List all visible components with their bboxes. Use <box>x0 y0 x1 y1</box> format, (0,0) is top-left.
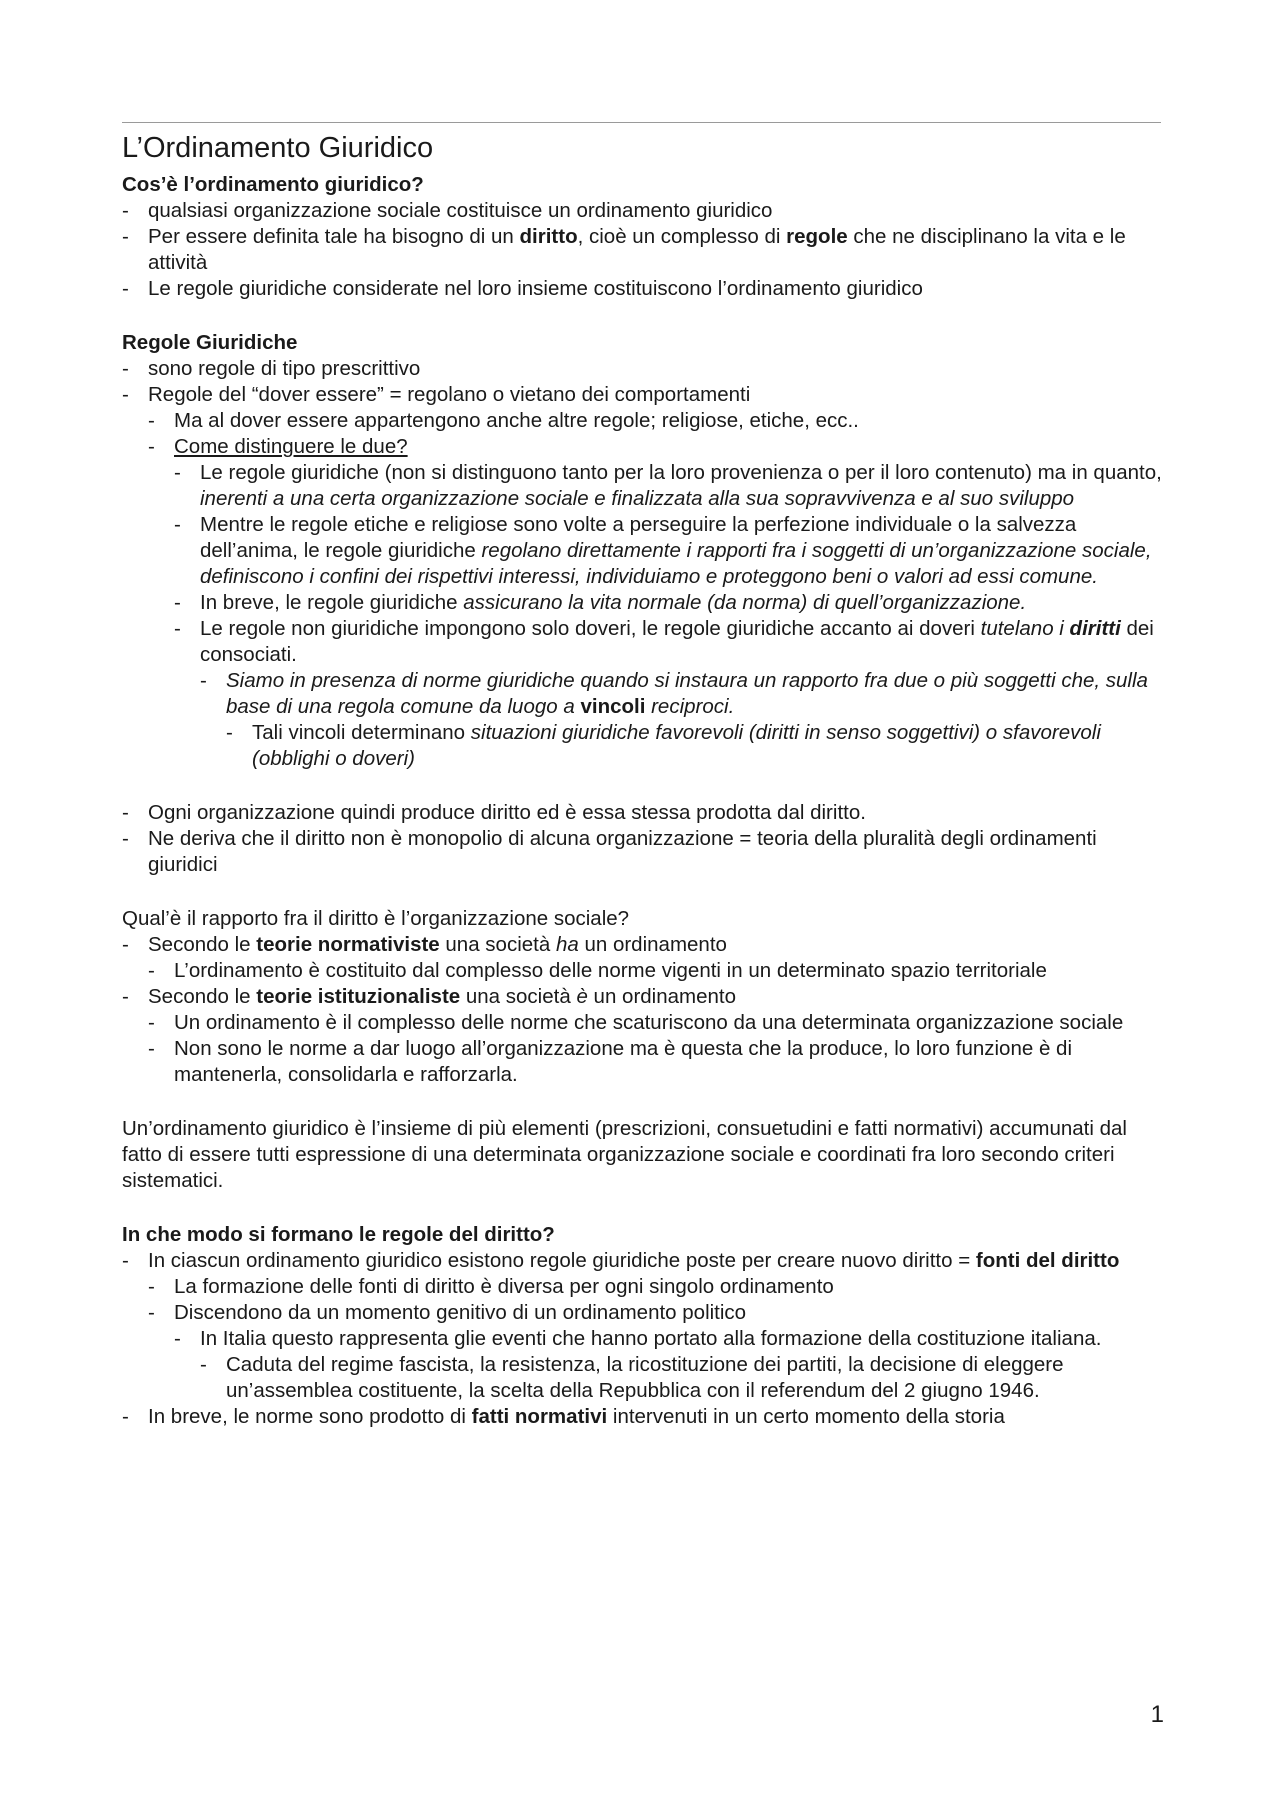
bullet-dash-icon: - <box>122 801 129 824</box>
text-run: Per essere definita tale ha bisogno di un <box>148 225 520 248</box>
text-run: inerenti a una certa organizzazione sociale e finalizzata alla sua sopravvivenza e al suo sviluppo <box>200 487 1075 510</box>
bullet-dash-icon: - <box>200 669 207 692</box>
text-run: che ne disciplinano la vita e le attività <box>148 225 1126 274</box>
list-item <box>122 1404 1162 1430</box>
text-run: qualsiasi organizzazione sociale costituisce un ordinamento giuridico <box>148 199 773 222</box>
text-run: un ordinamento <box>587 985 736 1008</box>
text-run: diritti <box>1069 617 1121 640</box>
text-run: La formazione delle fonti di diritto è diversa per ogni singolo ordinamento <box>174 1275 834 1298</box>
bullet-dash-icon: - <box>122 199 129 222</box>
list-item <box>200 1352 1162 1404</box>
text-run: , cioè un complesso di <box>577 225 787 248</box>
list-item <box>200 668 1162 720</box>
text-run: tutelano i <box>980 617 1070 640</box>
bullet-dash-icon: - <box>200 1353 207 1376</box>
list-item <box>148 1010 1162 1036</box>
page-title: L’Ordinamento Giuridico <box>122 132 434 164</box>
list-item <box>148 1036 1162 1088</box>
list-item-text <box>148 357 420 380</box>
bullet-dash-icon: - <box>122 827 129 850</box>
paragraph <box>122 906 1162 932</box>
list-item-text <box>252 721 1101 770</box>
text-run: Ne deriva che il diritto non è monopolio di alcuna organizzazione = teoria della pluralità degli ordinamenti giuridici <box>148 827 1097 876</box>
list-item-text <box>148 383 750 406</box>
bullet-dash-icon: - <box>122 1249 129 1272</box>
bullet-dash-icon: - <box>174 591 181 614</box>
list-item <box>148 958 1162 984</box>
list-item-text <box>200 513 1152 588</box>
text-run: Discendono da un momento genitivo di un ordinamento politico <box>174 1301 747 1324</box>
text-run: Mentre le regole etiche e religiose sono volte a perseguire la perfezione individuale o la salvezza dell’anima, le regole giuridiche <box>200 513 1077 562</box>
spacer <box>122 302 1162 330</box>
text-run: dei consociati. <box>200 617 1154 666</box>
list-item-text <box>174 1037 1072 1086</box>
list-item <box>122 356 1162 382</box>
text-run: reciproci. <box>645 695 735 718</box>
bullet-dash-icon: - <box>148 1275 155 1298</box>
section-heading: Regole Giuridiche <box>122 331 298 354</box>
text-run: Le regole giuridiche (non si distinguono tanto per la loro provenienza o per il loro contenuto) ma in quanto, <box>200 461 1162 484</box>
list-item-text <box>200 591 1026 614</box>
text-run: situazioni giuridiche favorevoli (diritti in senso soggettivi) o sfavorevoli (obblighi o doveri) <box>252 721 1101 770</box>
bullet-dash-icon: - <box>174 513 181 536</box>
text-run: teorie normativiste <box>256 933 440 956</box>
bullet-dash-icon: - <box>148 1037 155 1060</box>
list-item-text <box>174 435 408 458</box>
spacer <box>122 1194 1162 1222</box>
spacer <box>122 1088 1162 1116</box>
bullet-dash-icon: - <box>122 933 129 956</box>
list-item <box>148 1274 1162 1300</box>
list-item <box>226 720 1162 772</box>
text-run: intervenuti in un certo momento della storia <box>607 1405 1005 1428</box>
list-item-text <box>226 1353 1064 1402</box>
list-item <box>122 1248 1162 1274</box>
text-run: Ma al dover essere appartengono anche altre regole; religiose, etiche, ecc.. <box>174 409 859 432</box>
text-run: Un ordinamento è il complesso delle norme che scaturiscono da una determinata organizzazione sociale <box>174 1011 1124 1034</box>
text-run: Regole del “dover essere” = regolano o vietano dei comportamenti <box>148 383 751 406</box>
text-run: Qual’è il rapporto fra il diritto è l’organizzazione sociale? <box>122 907 630 930</box>
text-run: Secondo le <box>148 933 257 956</box>
text-run: L’ordinamento è costituito dal complesso delle norme vigenti in un determinato spazio territoriale <box>174 959 1047 982</box>
bullet-dash-icon: - <box>226 721 233 744</box>
text-run: Non sono le norme a dar luogo all’organizzazione ma è questa che la produce, lo loro funzione è di mantenerla, consolidarla e rafforzarla. <box>174 1037 1073 1086</box>
text-run: regole <box>786 225 848 248</box>
text-run: In Italia questo rappresenta glie eventi che hanno portato alla formazione della costituzione italiana. <box>200 1327 1102 1350</box>
list-item <box>174 616 1162 668</box>
text-run: vincoli <box>580 695 646 718</box>
list-item-text <box>148 199 772 222</box>
list-item-text <box>174 1275 834 1298</box>
header-rule <box>122 122 1161 123</box>
text-run: Un’ordinamento giuridico è l’insieme di più elementi (prescrizioni, consuetudini e fatti normativi) accumunati dal fatto di essere tutti espressione di una determinata organizzazione sociale e coordinati fra loro secondo criteri sistematici. <box>122 1117 1127 1192</box>
text-run: Siamo in presenza di norme giuridiche quando si instaura un rapporto fra due o più soggetti che, sulla base di una regola comune da luogo a <box>226 669 1148 718</box>
list-item-text <box>200 617 1154 666</box>
list-item-text <box>200 1327 1101 1350</box>
bullet-dash-icon: - <box>148 1301 155 1324</box>
list-item <box>122 826 1162 878</box>
list-item <box>122 382 1162 408</box>
text-run: In ciascun ordinamento giuridico esistono regole giuridiche poste per creare nuovo diritto = <box>148 1249 976 1272</box>
section-heading: Cos’è l’ordinamento giuridico? <box>122 173 424 196</box>
text-run: una società <box>460 985 577 1008</box>
bullet-dash-icon: - <box>122 1405 129 1428</box>
bullet-dash-icon: - <box>148 1011 155 1034</box>
section-heading: In che modo si formano le regole del diritto? <box>122 1223 555 1246</box>
text-run: diritto <box>519 225 578 248</box>
list-item <box>174 512 1162 590</box>
paragraph <box>122 1116 1162 1194</box>
list-item-text <box>148 277 923 300</box>
list-item <box>174 460 1162 512</box>
list-item-text <box>174 959 1047 982</box>
list-item-text <box>148 801 866 824</box>
list-item-text <box>148 933 727 956</box>
text-run: è <box>576 985 588 1008</box>
text-run: Ogni organizzazione quindi produce diritto ed è essa stessa prodotta dal diritto. <box>148 801 866 824</box>
list-item <box>148 408 1162 434</box>
bullet-dash-icon: - <box>122 985 129 1008</box>
text-run: ha <box>555 933 579 956</box>
text-run: Le regole giuridiche considerate nel loro insieme costituiscono l’ordinamento giuridico <box>148 277 923 300</box>
bullet-dash-icon: - <box>122 277 129 300</box>
bullet-dash-icon: - <box>148 959 155 982</box>
text-run: assicurano la vita normale (da norma) di quell’organizzazione. <box>463 591 1027 614</box>
text-run: fatti normativi <box>471 1405 608 1428</box>
text-run: In breve, le norme sono prodotto di <box>148 1405 472 1428</box>
list-item-text <box>148 1249 1119 1272</box>
list-item <box>174 1326 1162 1352</box>
text-run: una società <box>439 933 556 956</box>
text-run: teorie istituzionaliste <box>256 985 461 1008</box>
spacer <box>122 772 1162 800</box>
text-run: Tali vincoli determinano <box>252 721 471 744</box>
document-body <box>122 172 1162 1430</box>
list-item <box>122 198 1162 224</box>
list-item-text <box>148 827 1097 876</box>
bullet-dash-icon: - <box>148 409 155 432</box>
list-item-text <box>148 225 1126 274</box>
text-run: fonti del diritto <box>975 1249 1120 1272</box>
text-run: Secondo le <box>148 985 257 1008</box>
list-item-text <box>174 409 859 432</box>
bullet-dash-icon: - <box>122 383 129 406</box>
list-item-text <box>148 1405 1005 1428</box>
text-run: Le regole non giuridiche impongono solo doveri, le regole giuridiche accanto ai doveri <box>200 617 981 640</box>
page-number: 1 <box>1150 1701 1164 1728</box>
list-item <box>122 276 1162 302</box>
list-item <box>148 434 1162 460</box>
list-item-text <box>200 461 1162 510</box>
list-item-text <box>226 669 1148 718</box>
text-run: Come distinguere le due? <box>174 435 408 458</box>
text-run: In breve, le regole giuridiche <box>200 591 464 614</box>
list-item-text <box>148 985 736 1008</box>
spacer <box>122 878 1162 906</box>
list-item <box>122 224 1162 276</box>
bullet-dash-icon: - <box>148 435 155 458</box>
bullet-dash-icon: - <box>174 1327 181 1350</box>
list-item-text <box>174 1301 746 1324</box>
list-item <box>148 1300 1162 1326</box>
bullet-dash-icon: - <box>122 357 129 380</box>
list-item <box>122 800 1162 826</box>
text-run: Caduta del regime fascista, la resistenza, la ricostituzione dei partiti, la decisione di eleggere un’assemblea costituente, la scelta della Repubblica con il referendum del 2 giugno 1946. <box>226 1353 1064 1402</box>
text-run: un ordinamento <box>578 933 727 956</box>
bullet-dash-icon: - <box>174 461 181 484</box>
list-item <box>122 932 1162 958</box>
list-item <box>174 590 1162 616</box>
list-item <box>122 984 1162 1010</box>
text-run: regolano direttamente i rapporti fra i soggetti di un’organizzazione sociale, definiscono i confini dei rispettivi interessi, individuiamo e proteggono beni o valori ad essi comune. <box>200 539 1152 588</box>
list-item-text <box>174 1011 1123 1034</box>
text-run: sono regole di tipo prescrittivo <box>148 357 421 380</box>
bullet-dash-icon: - <box>174 617 181 640</box>
bullet-dash-icon: - <box>122 225 129 248</box>
